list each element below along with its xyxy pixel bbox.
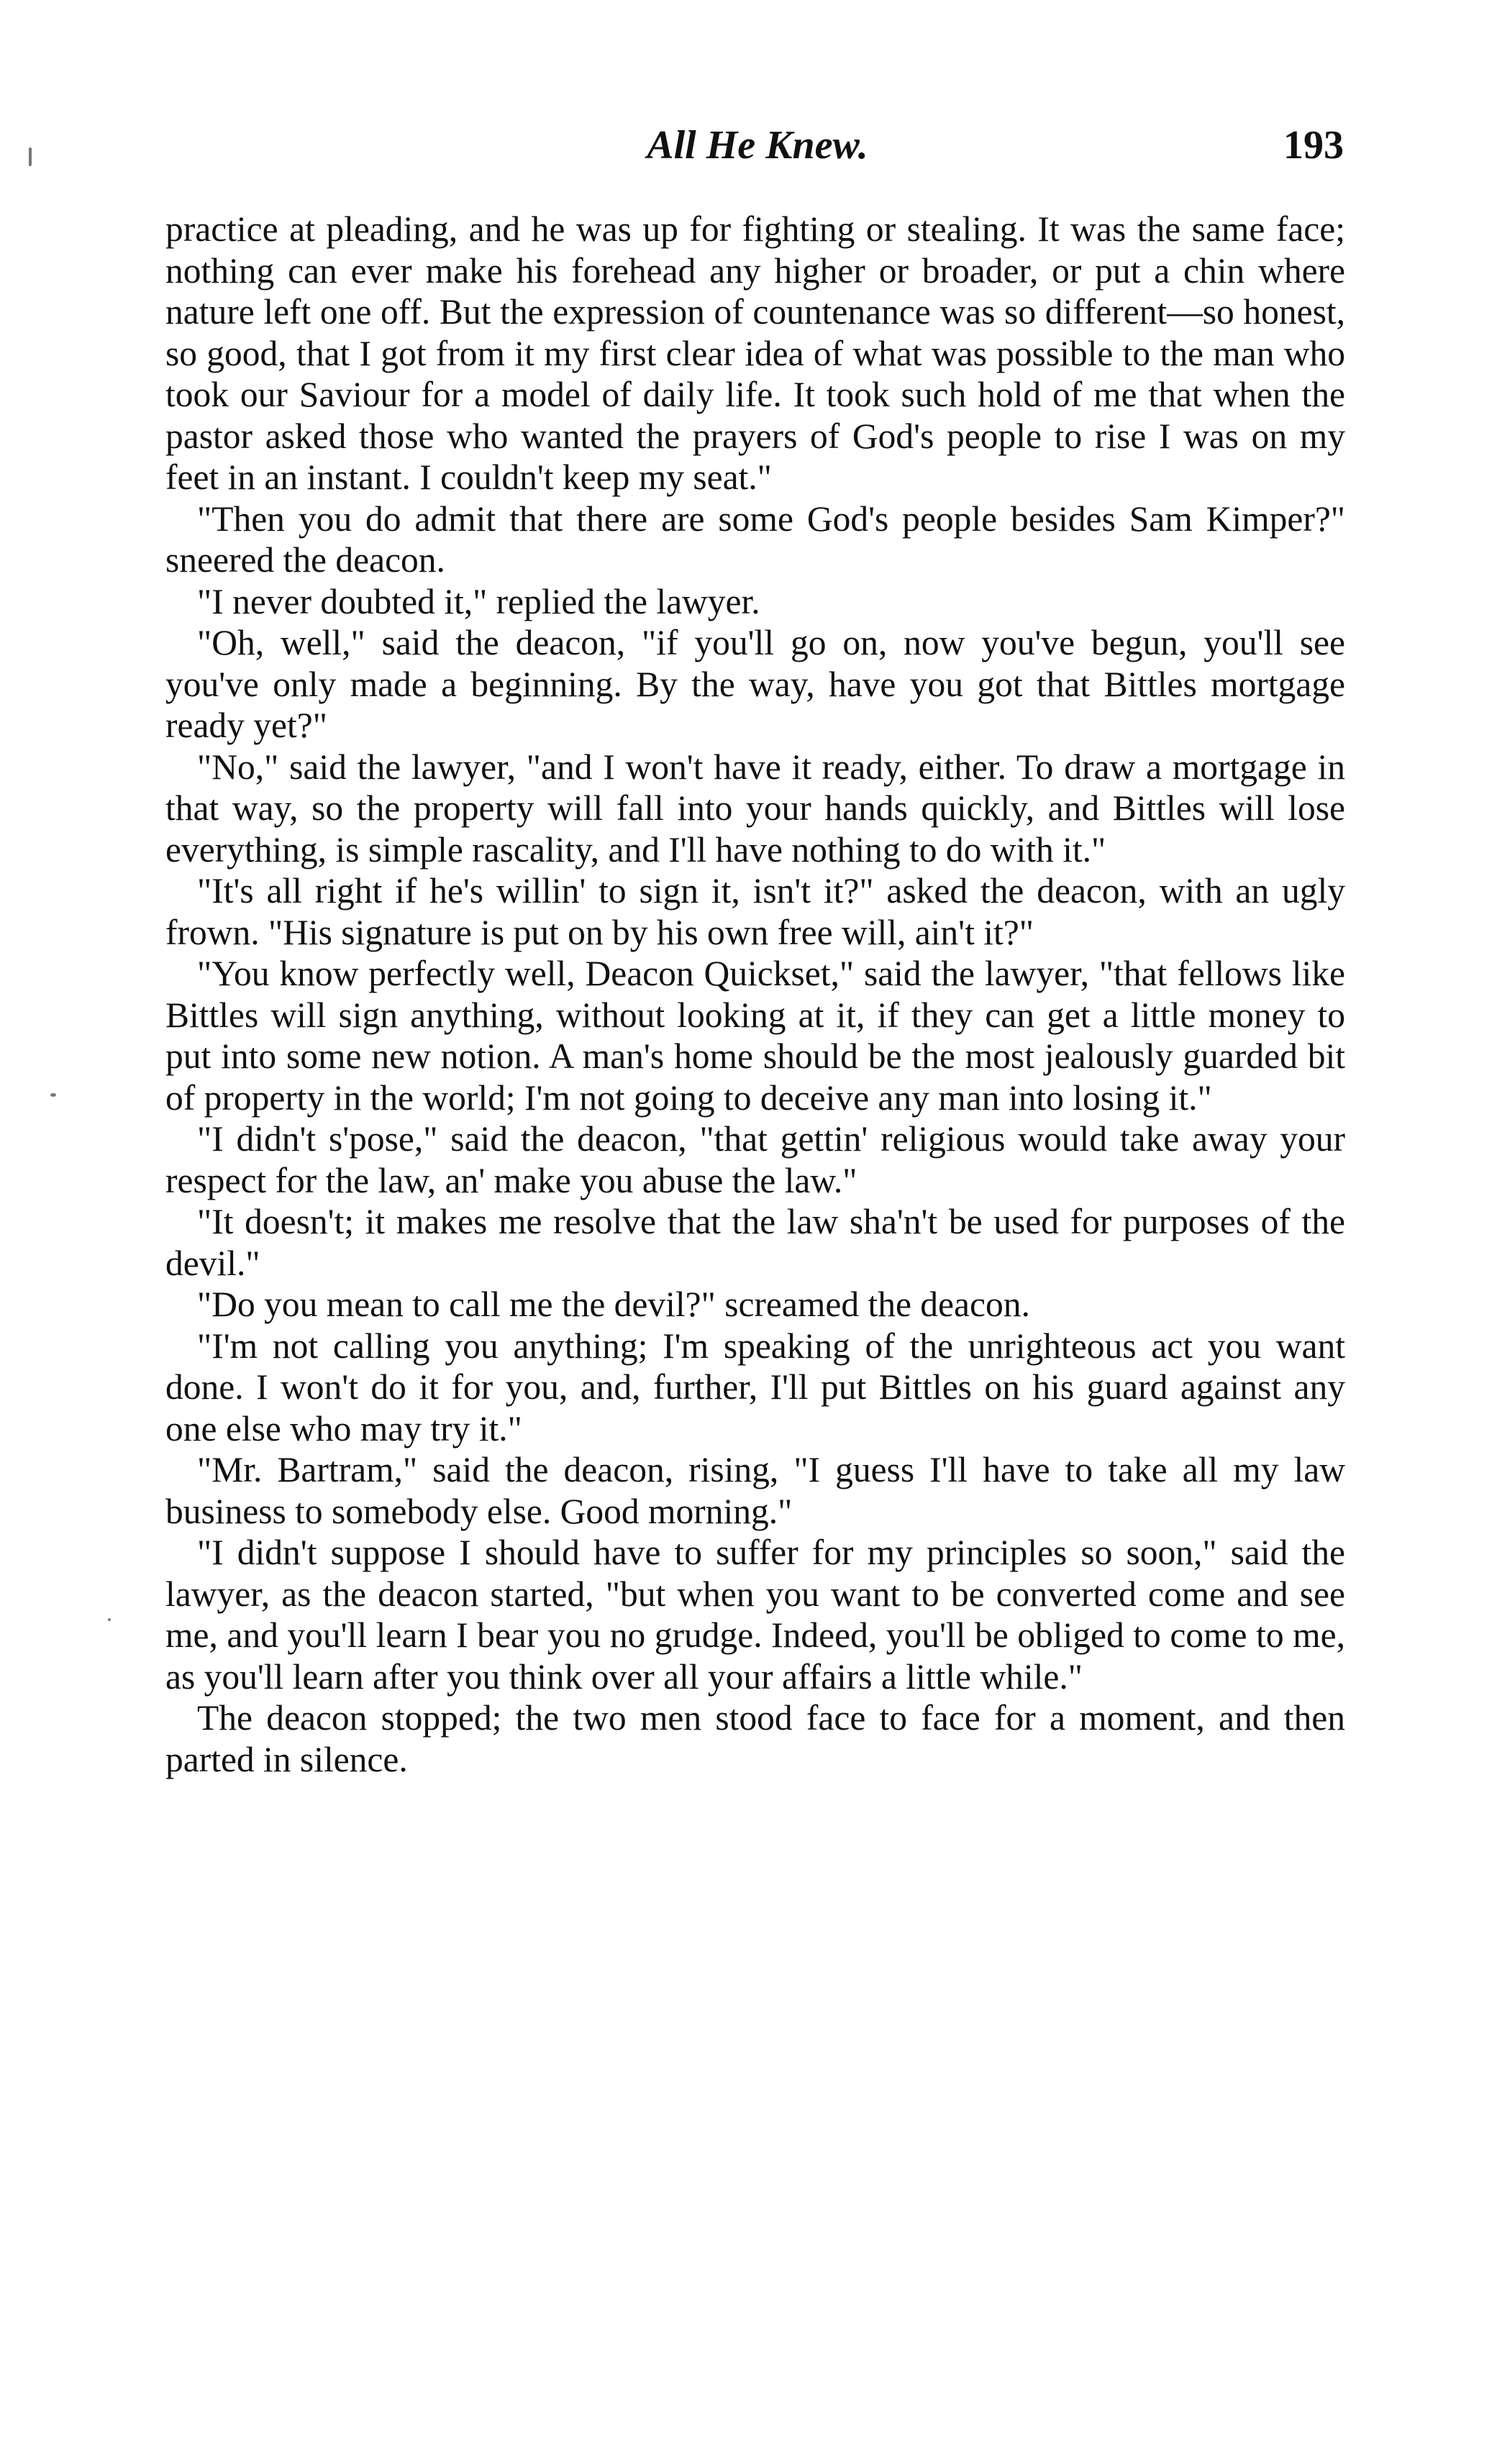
paragraph-10: "Do you mean to call me the devil?" screamed the deacon. (197, 1285, 1030, 1324)
scan-speck (50, 1093, 56, 1097)
paragraph-3: "I never doubted it," replied the lawyer. (197, 581, 760, 621)
paragraph-6: "It's all right if he's willin' to sign it, isn't it?" asked the deacon, with an ugly frown. "His signature is put on by his own free will, ain't it?" (165, 871, 1345, 952)
page-header (171, 122, 1344, 180)
paragraph-13: "I didn't suppose I should have to suffer for my principles so soon," said the lawyer, as the deacon started, "but when you want to be converted come and see me, and you'll learn I bear you no grudge. Indeed, you'll be obliged to come to me, as you'll learn after you think over all your affairs a little while." (165, 1533, 1345, 1697)
paragraph-5: "No," said the lawyer, "and I won't have it ready, either. To draw a mortgage in that way, so the property will fall into your hands quickly, and Bittles will lose everything, is simple rascality, and I'll have nothing to do with it." (165, 747, 1345, 870)
paragraph-12: "Mr. Bartram," said the deacon, rising, "I guess I'll have to take all my law business to somebody else. Good morning." (165, 1450, 1345, 1531)
page-number: 193 (1283, 123, 1344, 168)
paragraph-2: "Then you do admit that there are some God's people besides Sam Kimper?" sneered the deacon. (165, 498, 1345, 580)
paragraph-1: practice at pleading, and he was up for fighting or stealing. It was the same face; nothing can ever make his forehead any higher or broader, or put a chin where nature left one off. But the expression of countenance was so different—so honest, so good, that I got from it my first clear idea of what was possible to the man who took our Saviour for a model of daily life. It took such hold of me that when the pastor asked those who wanted the prayers of God's people to rise I was on my feet in an instant. I couldn't keep my seat." (165, 209, 1345, 497)
paragraph-9: "It doesn't; it makes me resolve that the law sha'n't be used for purposes of the devil." (165, 1202, 1345, 1283)
running-title: All He Knew. (647, 123, 868, 168)
paragraph-4: "Oh, well," said the deacon, "if you'll go on, now you've begun, you'll see you've only made a beginning. By the way, have you got that Bittles mortgage ready yet?" (165, 623, 1345, 745)
scan-speck (29, 147, 32, 166)
paragraph-11: "I'm not calling you anything; I'm speaking of the unrighteous act you want done. I won't do it for you, and, further, I'll put Bittles on his guard against any one else who may try it." (165, 1325, 1345, 1448)
paragraph-8: "I didn't s'pose," said the deacon, "that gettin' religious would take away your respect for the law, an' make you abuse the law." (165, 1119, 1345, 1200)
scan-speck (108, 1618, 111, 1621)
body-text (165, 209, 1345, 1780)
paragraph-7: "You know perfectly well, Deacon Quickset," said the lawyer, "that fellows like Bittles will sign anything, without looking at it, if they can get a little money to put into some new notion. A man's home should be the most jealously guarded bit of property in the world; I'm not going to deceive any man into losing it." (165, 954, 1345, 1118)
paragraph-14: The deacon stopped; the two men stood face to face for a moment, and then parted in silence. (165, 1698, 1345, 1779)
